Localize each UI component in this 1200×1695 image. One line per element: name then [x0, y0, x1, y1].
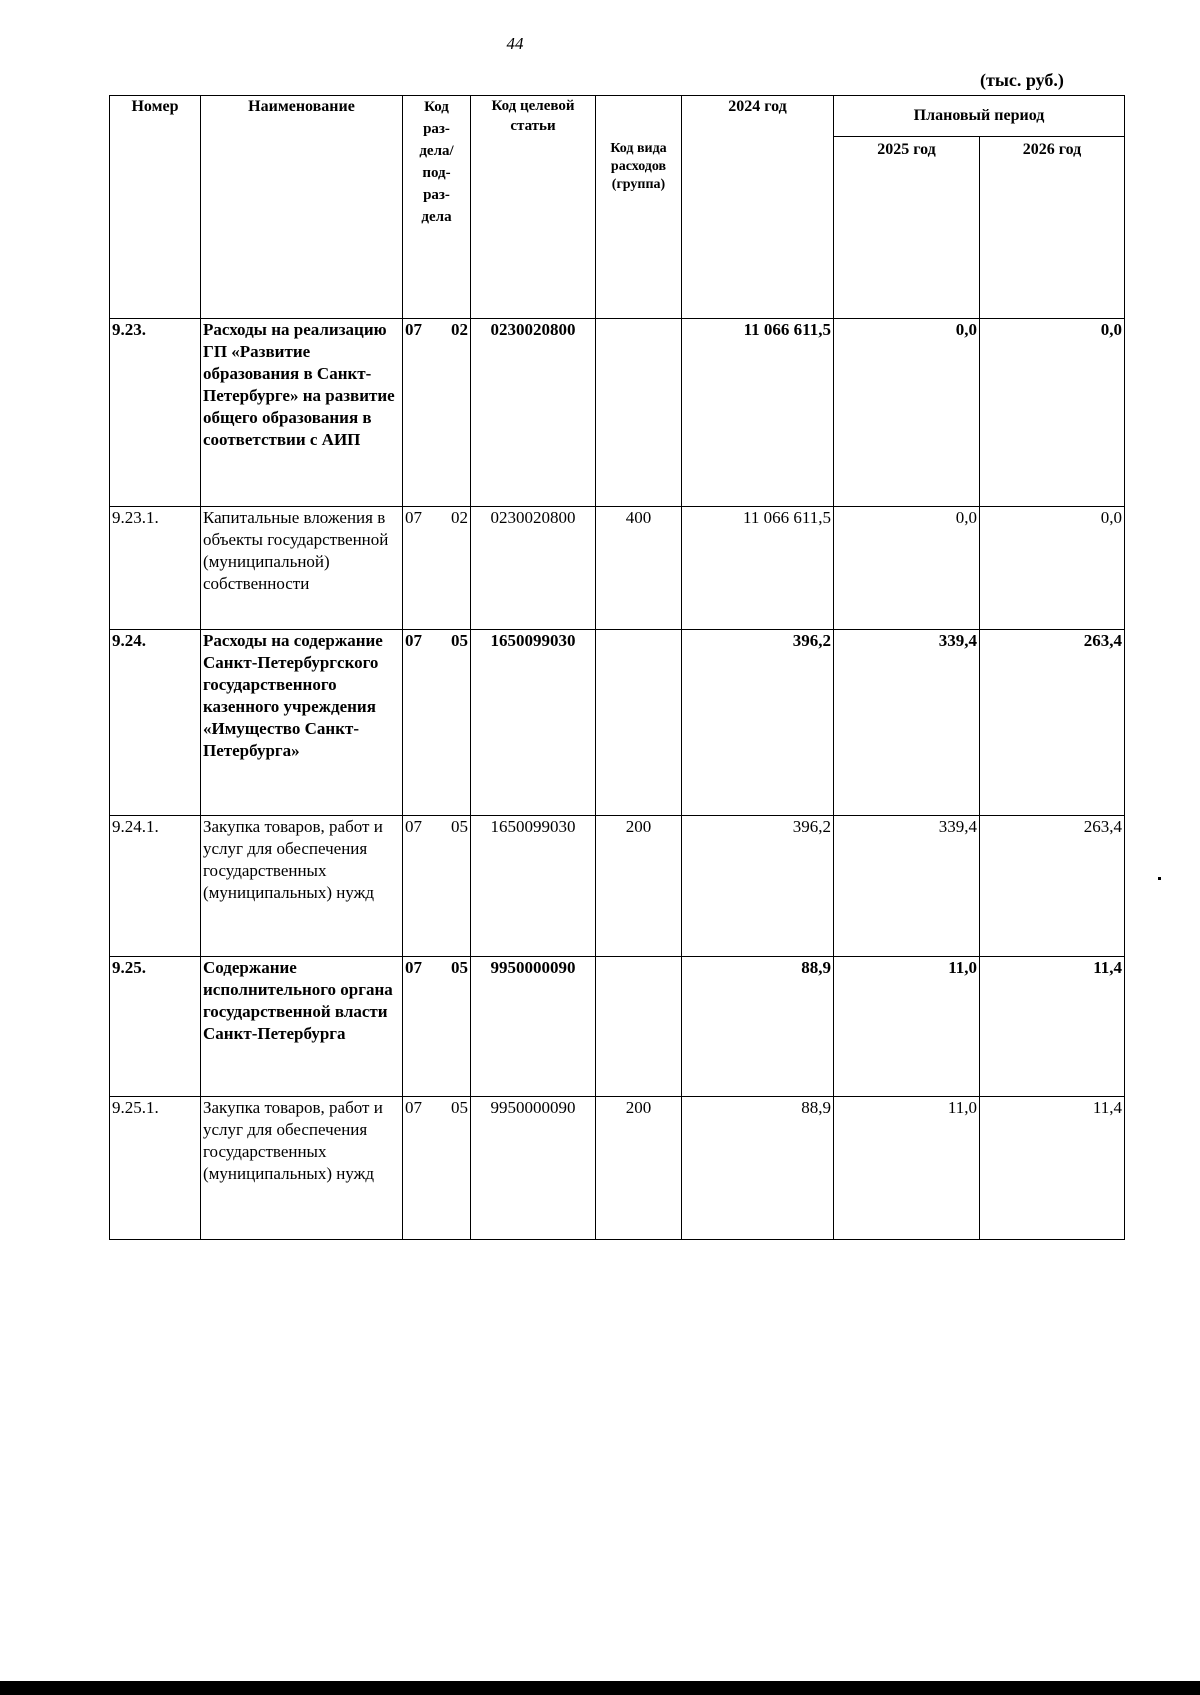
table-row: [110, 1097, 1125, 1240]
row-name: Содержание исполнительного органа государственной власти Санкт-Петербурга: [201, 957, 403, 1097]
row-subsection: 02: [451, 508, 468, 527]
row-value-2024: 11 066 611,5: [682, 319, 834, 507]
row-value-2024: 396,2: [682, 816, 834, 957]
header-year-2026: 2026 год: [980, 137, 1125, 319]
header-expense-type: Код вида расходов (группа): [596, 96, 682, 319]
row-value-2024: 11 066 611,5: [682, 507, 834, 630]
row-name: Закупка товаров, работ и услуг для обеспечения государственных (муниципальных) нужд: [201, 1097, 403, 1240]
row-expense-type: [596, 957, 682, 1097]
row-value-2025: 0,0: [834, 319, 980, 507]
row-section: 07: [405, 1098, 422, 1117]
row-value-2024: 88,9: [682, 957, 834, 1097]
row-name: Расходы на реализацию ГП «Развитие образования в Санкт-Петербурге» на развитие общего образования в соответствии с АИП: [201, 319, 403, 507]
row-target-article: 9950000090: [471, 1097, 596, 1240]
table-row: [110, 507, 1125, 630]
row-number: 9.24.: [110, 630, 201, 816]
header-year-2025: 2025 год: [834, 137, 980, 319]
row-subsection: 05: [451, 1098, 468, 1117]
row-subsection: 02: [451, 320, 468, 339]
budget-table: [109, 95, 1125, 1240]
row-value-2025: 11,0: [834, 1097, 980, 1240]
row-section-code: [403, 630, 471, 816]
row-number: 9.23.1.: [110, 507, 201, 630]
row-target-article: 0230020800: [471, 507, 596, 630]
row-target-article: 9950000090: [471, 957, 596, 1097]
row-value-2026: 11,4: [980, 957, 1125, 1097]
table-row: [110, 630, 1125, 816]
header-section-code-text: Код раз-дела/ под-раз-дела: [419, 99, 454, 225]
row-section: 07: [405, 508, 422, 527]
row-value-2025: 0,0: [834, 507, 980, 630]
row-value-2026: 0,0: [980, 319, 1125, 507]
header-planned-period: Плановый период: [834, 96, 1125, 137]
row-value-2025: 11,0: [834, 957, 980, 1097]
row-value-2024: 396,2: [682, 630, 834, 816]
row-value-2026: 0,0: [980, 507, 1125, 630]
row-target-article: 1650099030: [471, 816, 596, 957]
row-value-2025: 339,4: [834, 816, 980, 957]
row-subsection: 05: [451, 958, 468, 977]
row-expense-type: [596, 630, 682, 816]
row-number: 9.25.: [110, 957, 201, 1097]
header-section-code: [403, 96, 471, 319]
table-row: [110, 816, 1125, 957]
row-number: 9.23.: [110, 319, 201, 507]
row-expense-type: 200: [596, 816, 682, 957]
row-number: 9.24.1.: [110, 816, 201, 957]
row-subsection: 05: [451, 817, 468, 836]
row-number: 9.25.1.: [110, 1097, 201, 1240]
row-name: Расходы на содержание Санкт-Петербургского государственного казенного учреждения «Имущество Санкт-Петербурга»: [201, 630, 403, 816]
header-number: Номер: [110, 96, 201, 319]
row-section-code: [403, 1097, 471, 1240]
row-section-code: [403, 507, 471, 630]
units-label: (тыс. руб.): [980, 70, 1064, 90]
page-number: 44: [506, 34, 524, 53]
row-value-2024: 88,9: [682, 1097, 834, 1240]
row-expense-type: 200: [596, 1097, 682, 1240]
row-section-code: [403, 816, 471, 957]
header-year-2024: 2024 год: [682, 96, 834, 319]
row-expense-type: 400: [596, 507, 682, 630]
scan-dot: [1158, 877, 1161, 880]
row-value-2026: 263,4: [980, 630, 1125, 816]
row-value-2026: 263,4: [980, 816, 1125, 957]
row-target-article: 0230020800: [471, 319, 596, 507]
table-row: [110, 319, 1125, 507]
row-section: 07: [405, 958, 422, 977]
row-expense-type: [596, 319, 682, 507]
scan-bottom-border: [0, 1681, 1200, 1695]
row-section-code: [403, 319, 471, 507]
row-subsection: 05: [451, 631, 468, 650]
row-section: 07: [405, 320, 422, 339]
row-value-2026: 11,4: [980, 1097, 1125, 1240]
row-section: 07: [405, 631, 422, 650]
row-value-2025: 339,4: [834, 630, 980, 816]
row-name: Закупка товаров, работ и услуг для обеспечения государственных (муниципальных) нужд: [201, 816, 403, 957]
row-name: Капитальные вложения в объекты государственной (муниципальной) собственности: [201, 507, 403, 630]
table-header: [110, 96, 1125, 319]
row-section: 07: [405, 817, 422, 836]
header-name: Наименование: [201, 96, 403, 319]
table-body: [110, 319, 1125, 1240]
table-row: [110, 957, 1125, 1097]
header-target-article: Код целевой статьи: [471, 96, 596, 319]
row-target-article: 1650099030: [471, 630, 596, 816]
row-section-code: [403, 957, 471, 1097]
